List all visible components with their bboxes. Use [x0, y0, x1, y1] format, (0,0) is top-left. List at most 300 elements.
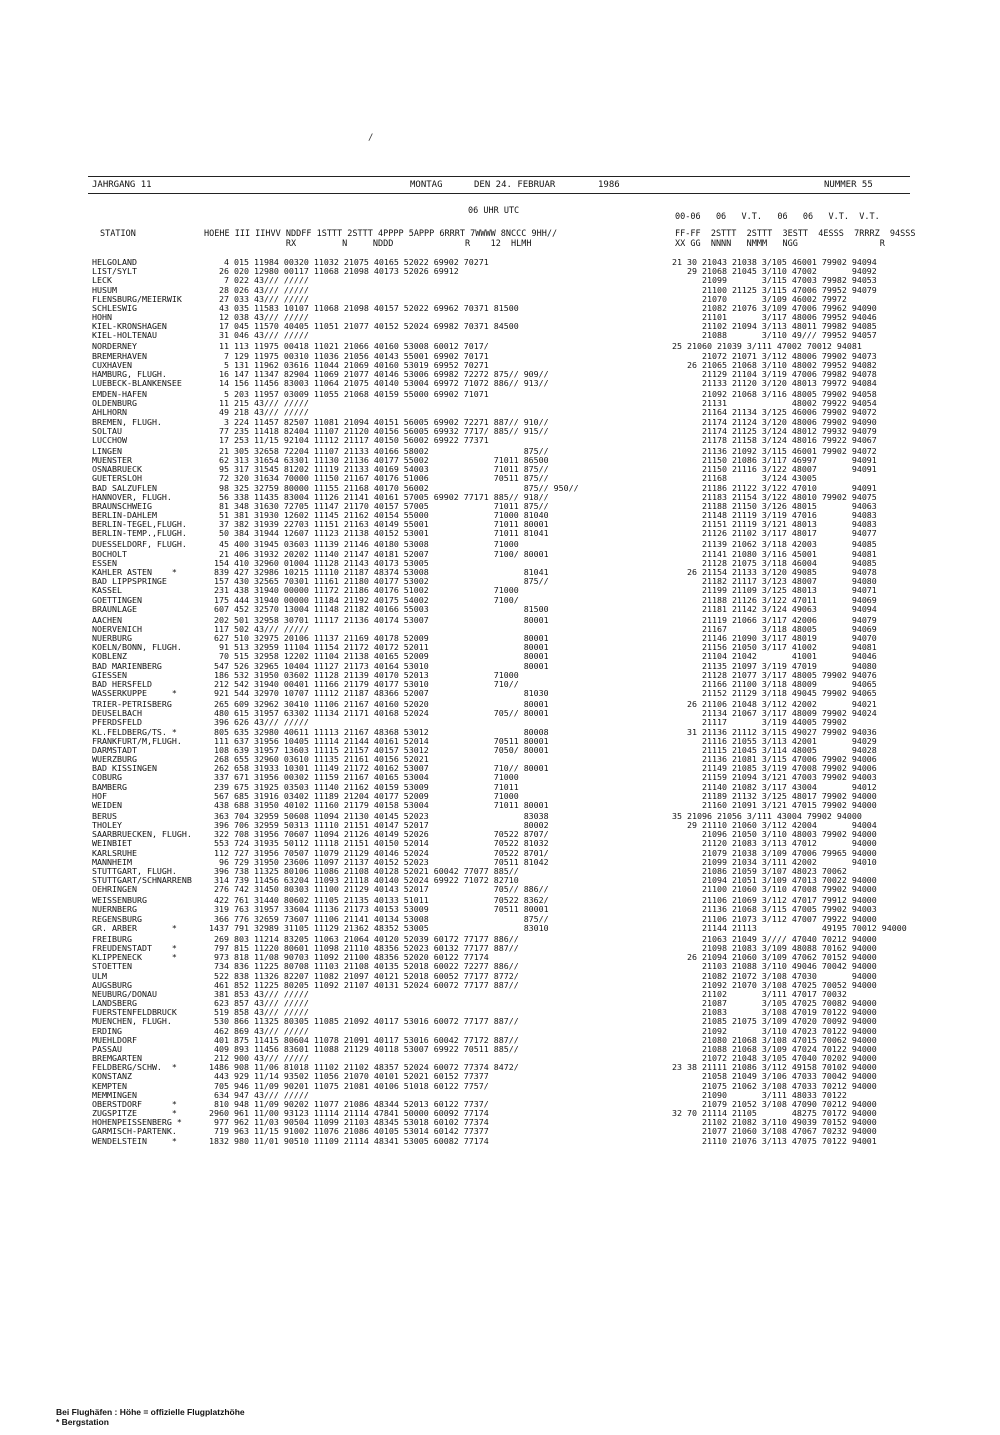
forecast-codes: 21136 21081 3/115 47006 79902 94006	[672, 754, 877, 765]
forecast-codes: 23 38 21111 21086 3/112 49158 70102 94000	[672, 1062, 877, 1073]
forecast-codes: 25 21060 21039 3/111 47002 70012 94081	[672, 341, 862, 352]
forecast-codes: 21100 21125 3/115 47006 79952 94079	[672, 284, 877, 295]
date-label: DEN 24. FEBRUAR	[474, 180, 556, 190]
station-name: ESSEN	[92, 557, 117, 568]
observation-codes: 11 215 43/// /////	[204, 398, 309, 409]
forecast-codes: 21102 21082 3/110 49039 70152 94000	[672, 1117, 877, 1128]
forecast-codes: 21106 21073 3/112 47007 79922 94000	[672, 913, 877, 924]
observation-codes: 21 305 32658 72204 11107 21133 40166 58002 875//	[204, 445, 549, 456]
station-name: WEIDEN	[92, 799, 122, 810]
station-name: WUERZBURG	[92, 754, 137, 765]
forecast-codes: 21135 21097 3/119 47019 94080	[672, 660, 877, 671]
station-name: WEISSENBURG	[92, 895, 147, 906]
station-name: LECK	[92, 275, 112, 286]
observation-table	[92, 258, 912, 1146]
forecast-codes: 21117 3/119 44005 79902	[672, 717, 847, 728]
forecast-codes: 21102 21094 3/113 48011 79982 94085	[672, 321, 877, 332]
observation-codes: 381 853 43/// /////	[204, 988, 309, 999]
observation-codes: 396 626 43/// /////	[204, 717, 309, 728]
right-time-heading: 00-06 06 V.T. 06 06 V.T. V.T.	[675, 212, 880, 222]
station-name: TRIER-PETRISBERG	[92, 699, 172, 710]
station-name: OBERSTDORF *	[92, 1098, 177, 1109]
forecast-codes: 21149 21085 3/119 47008 79902 94006	[672, 763, 877, 774]
station-name: SCHLESWIG	[92, 302, 137, 313]
station-name: BRAUNLAGE	[92, 603, 137, 614]
forecast-codes: 21092 21068 3/116 48005 79902 94058	[672, 389, 877, 400]
station-name: BREMGARTEN	[92, 1053, 142, 1064]
station-name: SAARBRUECKEN, FLUGH.	[92, 829, 192, 840]
station-name: OSNABRUECK	[92, 464, 142, 475]
forecast-codes: 26 21106 21048 3/112 42002 94021	[672, 699, 877, 710]
station-name: GUETERSLOH	[92, 473, 142, 484]
observation-codes: 462 869 43/// /////	[204, 1025, 309, 1036]
forecast-codes: 21128 21077 3/117 48005 79902 94076	[672, 669, 877, 680]
forecast-codes: 21082 21076 3/109 47006 79962 94090	[672, 302, 877, 313]
forecast-codes: 26 21065 21068 3/110 48002 79952 94082	[672, 359, 877, 370]
observation-codes: 112 727 31956 70507 11079 21129 40146 52024 70522 8701/	[204, 847, 549, 858]
issue-number-label: NUMMER 55	[824, 180, 873, 190]
observation-codes: 422 761 31440 80602 11105 21135 40133 51011 70522 8362/	[204, 895, 549, 906]
observation-codes: 186 532 31950 03602 11128 21139 40170 52013 71000	[204, 669, 519, 680]
station-name: AUGSBURG	[92, 979, 132, 990]
observation-codes: 49 218 43/// /////	[204, 407, 309, 418]
observation-codes: 547 526 32965 10404 11127 21173 40164 53010 80001	[204, 660, 549, 671]
observation-codes: 401 875 11415 80604 11078 21091 40117 53016 60042 77172 887//	[204, 1034, 519, 1045]
forecast-codes: 21167 3/118 48005 94069	[672, 623, 877, 634]
station-name: AACHEN	[92, 614, 122, 625]
forecast-codes: 21168 3/124 43005	[672, 473, 817, 484]
observation-codes: 72 320 31634 70000 11150 21167 40176 51006 70511 875//	[204, 473, 549, 484]
observation-codes: 337 671 31956 00302 11159 21167 40165 53004 71000	[204, 772, 519, 783]
observation-codes: 805 635 32980 40611 11113 21167 48368 53012 80008	[204, 726, 549, 737]
station-name: HOF	[92, 790, 107, 801]
station-name: GR. ARBER *	[92, 922, 177, 933]
forecast-codes: 21080 21068 3/108 47015 70062 94000	[672, 1034, 877, 1045]
station-name: MUENCHEN, FLUGH.	[92, 1016, 172, 1027]
observation-codes: 921 544 32970 10707 11112 21187 48366 52007 81030	[204, 688, 549, 699]
forecast-codes: 21120 21083 3/113 47012 94000	[672, 838, 877, 849]
station-name: ZUGSPITZE *	[92, 1108, 177, 1119]
observation-codes: 1437 791 32989 31105 11129 21362 48352 53005 83010	[204, 922, 549, 933]
station-name: KEMPTEN	[92, 1080, 127, 1091]
observation-codes: 705 946 11/09 90201 11075 21081 40106 51018 60122 7757/	[204, 1080, 489, 1091]
station-name: MEMMINGEN	[92, 1089, 137, 1100]
station-name: NUERBURG	[92, 633, 132, 644]
station-name: FELDBERG/SCHW. *	[92, 1062, 177, 1073]
observation-codes: 627 510 32975 20106 11137 21169 40178 52009 80001	[204, 633, 549, 644]
forecast-codes: 21090 3/111 48033 70122	[672, 1089, 847, 1100]
right-code-heading-2: XX GG NNNN NMMM NGG R	[675, 239, 885, 249]
forecast-codes: 21106 21069 3/112 47017 79912 94000	[672, 895, 877, 906]
forecast-codes: 21126 21102 3/117 48017 94077	[672, 528, 877, 539]
station-name: STUTTGART, FLUGH.	[92, 865, 177, 876]
station-name: HELGOLAND	[92, 257, 137, 267]
station-name: KOELN/BONN, FLUGH.	[92, 642, 182, 653]
observation-codes: 438 688 31950 40102 11160 21179 40158 53004 71011 80001	[204, 799, 549, 810]
station-name: BERLIN-DAHLEM	[92, 510, 157, 521]
station-name: DEUSELBACH	[92, 708, 142, 719]
observation-codes: 839 427 32986 10215 11110 21187 48374 53008 81041	[204, 566, 549, 577]
observation-codes: 810 948 11/09 90202 11077 21086 48344 52013 60122 7737/	[204, 1098, 489, 1109]
forecast-codes: 21151 21119 3/121 48013 94083	[672, 519, 877, 530]
station-name: BERLIN-TEMP.,FLUGH.	[92, 528, 187, 539]
station-name: MUEHLDORF	[92, 1034, 137, 1045]
year-label: 1986	[598, 180, 620, 190]
station-name: STOETTEN	[92, 961, 132, 972]
forecast-codes: 21099 3/115 47003 79982 94053	[672, 275, 877, 286]
observation-codes: 56 338 11435 83004 11126 21141 40161 57005 69902 77171 885// 918//	[204, 491, 549, 502]
forecast-codes: 21183 21154 3/122 48010 79902 94075	[672, 491, 877, 502]
forecast-codes: 21092 3/110 47023 70122 94000	[672, 1025, 877, 1036]
forecast-codes: 21134 21067 3/117 48009 79902 94024	[672, 708, 877, 719]
footnotes	[56, 1407, 245, 1427]
forecast-codes: 29 21068 21045 3/110 47002 94092	[672, 266, 877, 277]
station-name: REGENSBURG	[92, 913, 142, 924]
station-name: LUEBECK-BLANKENSEE	[92, 378, 182, 389]
observation-codes: 443 929 11/14 93502 11056 21070 40101 52021 60152 77377	[204, 1071, 489, 1082]
station-name: HOHENPEISSENBERG *	[92, 1117, 182, 1128]
station-name: DUESSELDORF, FLUGH.	[92, 539, 187, 550]
forecast-codes: 21072 21071 3/112 48006 79902 94073	[672, 350, 877, 361]
observation-codes: 396 706 32959 50313 11110 21151 40147 52017 80002	[204, 820, 549, 831]
forecast-codes: 21115 21045 3/114 48005 94028	[672, 744, 877, 755]
observation-codes: 31 046 43/// /////	[204, 330, 309, 341]
observation-codes: 14 156 11456 83003 11064 21075 40140 53004 69972 71072 886// 913//	[204, 378, 549, 389]
forecast-codes: 21094 21051 3/109 47013 70022 94000	[672, 875, 877, 886]
observation-codes: 231 438 31940 00000 11172 21186 40176 51002 71000	[204, 585, 519, 596]
observation-codes: 12 038 43/// /////	[204, 312, 309, 323]
forecast-codes: 21136 21092 3/115 46001 79902 94072	[672, 445, 877, 456]
forecast-codes: 21181 21142 3/124 49063 94094	[672, 603, 877, 614]
observation-codes: 1832 980 11/01 90510 11109 21114 48341 53005 60082 77174	[204, 1135, 489, 1146]
observation-codes: 70 515 32958 12202 11104 21138 40165 52009 80001	[204, 651, 549, 662]
forecast-codes: 21102 3/111 47017 70032	[672, 988, 847, 999]
forecast-codes: 21075 21062 3/108 47033 70212 94000	[672, 1080, 877, 1091]
forecast-codes: 21178 21158 3/124 48016 79922 94067	[672, 434, 877, 445]
observation-codes: 202 501 32958 30701 11117 21136 40174 53007 80001	[204, 614, 549, 625]
forecast-codes: 21072 21048 3/105 47040 70202 94000	[672, 1053, 877, 1064]
observation-codes: 157 430 32565 70301 11161 21180 40177 53002 875//	[204, 576, 549, 587]
station-name: AHLHORN	[92, 407, 127, 418]
observation-codes: 530 866 11325 80305 11085 21092 40117 53016 60072 77177 887//	[204, 1016, 519, 1027]
station-name: BAD LIPPSPRINGE	[92, 576, 167, 587]
forecast-codes: 21103 21088 3/110 49046 70042 94000	[672, 961, 877, 972]
observation-codes: 322 708 31956 70607 11094 21126 40149 52026 70522 8707/	[204, 829, 549, 840]
observation-codes: 91 513 32959 11104 11154 21172 40172 52011 80001	[204, 642, 549, 653]
observation-codes: 567 685 31916 03402 11189 21204 40177 52009 71000	[204, 790, 519, 801]
station-name: FUERSTENFELDBRUCK	[92, 1007, 177, 1018]
main-code-heading-2: RX N NDDD R 12 HLMH	[204, 239, 532, 249]
station-name: SOLTAU	[92, 425, 122, 436]
weekday-label: MONTAG	[410, 180, 443, 190]
observation-codes: 623 857 43/// /////	[204, 998, 309, 1009]
observation-codes: 7 022 43/// /////	[204, 275, 309, 286]
observation-codes: 734 836 11225 80708 11103 21108 40135 52018 60022 72277 886//	[204, 961, 519, 972]
forecast-codes: 21058 21049 3/106 47033 70042 94000	[672, 1071, 877, 1082]
observation-codes: 212 900 43/// /////	[204, 1053, 309, 1064]
station-name: LINGEN	[92, 445, 122, 456]
forecast-codes: 21092 21070 3/108 47025 70052 94000	[672, 979, 877, 990]
forecast-codes: 21096 21050 3/110 48003 79902 94000	[672, 829, 877, 840]
forecast-codes: 21087 3/105 47025 70082 94000	[672, 998, 877, 1009]
station-name: BAMBERG	[92, 781, 127, 792]
observation-codes: 276 742 31450 80303 11100 21129 40143 52017 705// 886//	[204, 884, 549, 895]
observation-codes: 17 253 11/15 92104 11112 21117 40150 56002 69922 77371	[204, 434, 489, 445]
observation-codes: 366 776 32659 73607 11106 21141 40134 53008 875//	[204, 913, 549, 924]
observation-codes: 50 384 31944 12607 11123 21138 40152 53001 71011 81041	[204, 528, 549, 539]
station-name: KARLSRUHE	[92, 847, 137, 858]
forecast-codes: 26 21094 21060 3/109 47062 70152 94000	[672, 952, 877, 963]
report-header	[88, 176, 910, 194]
observation-codes: 522 838 11326 82207 11082 21097 40121 52018 60052 77177 8772/	[204, 970, 519, 981]
observation-codes: 396 738 11325 80106 11086 21108 40128 52021 60042 77077 885//	[204, 865, 519, 876]
station-name: MANNHEIM	[92, 856, 132, 867]
station-name: KIEL-KRONSHAGEN	[92, 321, 167, 332]
station-name: KAHLER ASTEN *	[92, 566, 177, 577]
station-name: COBURG	[92, 772, 122, 783]
observation-codes: 51 381 31930 12602 11145 21162 40154 55000 71000 81040	[204, 510, 549, 521]
observation-codes: 96 729 31950 23606 11097 21137 40152 52023 70511 81042	[204, 856, 549, 867]
observation-codes: 16 147 11347 82904 11069 21077 40146 53006 69982 72272 875// 909//	[204, 368, 549, 379]
observation-codes: 634 947 43/// /////	[204, 1089, 309, 1100]
station-name: MUENSTER	[92, 455, 132, 466]
observation-codes: 409 893 11456 83601 11088 21129 40118 53007 69922 70511 885//	[204, 1043, 519, 1054]
station-name: BAD KISSINGEN	[92, 763, 157, 774]
observation-codes: 81 348 31630 72705 11147 21170 40157 57005 71011 875//	[204, 500, 549, 511]
observation-codes: 45 400 31945 03603 11139 21146 40180 53008 71000	[204, 539, 519, 550]
station-heading: STATION	[100, 229, 136, 239]
station-name: NORDERNEY	[92, 341, 137, 352]
forecast-codes: 21129 21104 3/119 47006 79982 94078	[672, 368, 877, 379]
observation-codes: 37 382 31939 22703 11151 21163 40149 55001 71011 80001	[204, 519, 549, 530]
station-name: STUTTGART/SCHNARRENB	[92, 875, 192, 886]
station-name: NOERVENICH	[92, 623, 142, 634]
observation-codes: 21 406 31932 20202 11140 21147 40181 52007 7100/ 80001	[204, 548, 549, 559]
right-code-heading-1: FF-FF 2STTT 2STTT 3ESTT 4ESSS 7RRRZ 94SSS	[675, 229, 916, 239]
observation-codes: 26 020 12980 00117 11068 21098 40173 52026 69912	[204, 266, 459, 277]
observation-codes: 212 542 31940 00401 11166 21179 40177 53010 710//	[204, 678, 519, 689]
station-name: WEINBIET	[92, 838, 132, 849]
main-code-heading-1: HOEHE III IIHVV NDDFF 1STTT 2STTT 4PPPP 5APPP 6RRRT 7WWWW 8NCCC 9HH//	[204, 229, 558, 239]
station-name: HANNOVER, FLUGH.	[92, 491, 172, 502]
footnote-airports: Bei Flughäfen : Höhe = offizielle Flugplatzhöhe	[56, 1407, 245, 1417]
station-name: BAD MARIENBERG	[92, 660, 162, 671]
forecast-codes: 21 30 21043 21038 3/105 46001 79902 94094	[672, 257, 877, 267]
observation-codes: 175 444 31940 00000 11184 21192 40175 54002 7100/	[204, 594, 519, 605]
scan-mark: /	[368, 133, 374, 143]
station-name: OEHRINGEN	[92, 884, 137, 895]
observation-codes: 461 852 11225 80205 11092 21107 40131 52024 60072 77177 887//	[204, 979, 519, 990]
observation-codes: 108 639 31957 13603 11115 21157 40157 53012 7050/ 80001	[204, 744, 549, 755]
observation-codes: 363 704 32959 50608 11094 21130 40145 52023 83038	[204, 810, 549, 821]
station-name: ULM	[92, 970, 107, 981]
forecast-codes: 21085 21075 3/109 47020 70092 94000	[672, 1016, 877, 1027]
forecast-codes: 21164 21134 3/125 46006 79902 94072	[672, 407, 877, 418]
observation-codes: 111 637 31956 10405 11114 21144 40161 52014 70511 80001	[204, 735, 549, 746]
observation-codes: 973 818 11/08 90703 11092 21100 48356 52020 60122 77174	[204, 952, 489, 963]
station-name: PFERDSFELD	[92, 717, 142, 728]
station-name: OLDENBURG	[92, 398, 137, 409]
forecast-codes: 21150 21116 3/122 48007 94091	[672, 464, 877, 475]
forecast-codes: 35 21096 21056 3/111 43004 79902 94000	[672, 810, 862, 821]
observation-codes: 797 815 11220 80601 11098 21110 48356 52023 60132 77177 887//	[204, 943, 519, 953]
forecast-codes: 21077 21060 3/108 47067 70232 94000	[672, 1126, 877, 1137]
observation-codes: 154 410 32960 01004 11128 21143 40173 53005	[204, 557, 429, 568]
forecast-codes: 21099 21034 3/111 42002 94010	[672, 856, 877, 867]
station-name: BERUS	[92, 810, 117, 821]
observation-codes: 239 675 31925 03503 11140 21162 40159 53009 71011	[204, 781, 519, 792]
forecast-codes: 21128 21075 3/118 46004 94085	[672, 557, 877, 568]
forecast-codes: 32 70 21114 21105 48275 70172 94000	[672, 1108, 877, 1119]
station-name: BREMEN, FLUGH.	[92, 416, 162, 427]
forecast-codes: 21166 21100 3/118 48009 94065	[672, 678, 877, 689]
forecast-codes: 21070 3/109 46002 79972	[672, 293, 847, 304]
forecast-codes: 21079 21038 3/109 47006 79965 94000	[672, 847, 877, 858]
volume-label: JAHRGANG 11	[92, 180, 152, 190]
forecast-codes: 21136 21068 3/115 47005 79902 94003	[672, 904, 877, 915]
station-name: EMDEN-HAFEN	[92, 389, 147, 400]
observation-codes: 977 962 11/03 90504 11099 21103 48345 53018 60102 77374	[204, 1117, 489, 1128]
observation-codes: 553 724 31935 50112 11118 21151 40150 52014 70522 81032	[204, 838, 549, 849]
forecast-codes: 21088 21068 3/109 47024 70122 94000	[672, 1043, 877, 1054]
forecast-codes: 21188 21150 3/126 48015 94063	[672, 500, 877, 511]
forecast-codes: 21188 21126 3/122 47011 94069	[672, 594, 877, 605]
observation-codes: 3 224 11457 82507 11081 21094 40151 56005 69902 72271 887// 910//	[204, 416, 549, 427]
forecast-codes: 21133 21120 3/120 48013 79972 94084	[672, 378, 877, 389]
observation-codes: 7 129 11975 00310 11036 21056 40143 55001 69902 70171	[204, 350, 489, 361]
station-name: HUSUM	[92, 284, 117, 295]
forecast-codes: 21100 21060 3/110 47008 79902 94000	[672, 884, 877, 895]
station-name: HOHN	[92, 312, 112, 323]
observation-codes: 5 203 11957 03009 11055 21068 40159 55000 69902 71071	[204, 389, 489, 400]
observation-codes: 269 803 11214 83205 11063 21064 40120 52039 60172 77177 886//	[204, 933, 519, 944]
observation-codes: 77 235 11418 82404 11107 21120 40156 56005 69932 7717/ 885// 915//	[204, 425, 549, 436]
observation-codes: 1486 908 11/06 81018 11102 21102 48357 52024 60072 77374 8472/	[204, 1062, 519, 1073]
forecast-codes: 21199 21109 3/125 48013 94071	[672, 585, 877, 596]
station-name: KL.FELDBERG/TS. *	[92, 726, 177, 737]
station-name: KASSEL	[92, 585, 122, 596]
station-name: ERDING	[92, 1025, 122, 1036]
forecast-codes: 21063 21049 3//// 47040 70212 94000	[672, 933, 877, 944]
forecast-codes: 21186 21122 3/122 47010 94091	[672, 482, 877, 493]
forecast-codes: 21146 21090 3/117 48019 94070	[672, 633, 877, 644]
forecast-codes: 21116 21055 3/113 42001 94029	[672, 735, 877, 746]
station-name: KLIPPENECK *	[92, 952, 177, 963]
forecast-codes: 21160 21091 3/121 47015 79902 94000	[672, 799, 877, 810]
station-name: GOETTINGEN	[92, 594, 142, 605]
forecast-codes: 21189 21132 3/125 48017 79902 94000	[672, 790, 877, 801]
forecast-codes: 21174 21124 3/120 48006 79902 94090	[672, 416, 877, 427]
station-name: THOLEY	[92, 820, 122, 831]
station-name: BERLIN-TEGEL,FLUGH.	[92, 519, 187, 530]
observation-codes: 5 131 11962 03616 11044 21069 40160 53019 69952 70271	[204, 359, 489, 370]
station-name: BREMERHAVEN	[92, 350, 147, 361]
forecast-codes: 21131 48002 79922 94054	[672, 398, 877, 409]
forecast-codes: 29 21110 21060 3/112 42004 94004	[672, 820, 877, 831]
observation-codes: 519 858 43/// /////	[204, 1007, 309, 1018]
forecast-codes: 21140 21082 3/117 43004 94012	[672, 781, 877, 792]
station-name: NEUBURG/DONAU	[92, 988, 157, 999]
observation-codes: 62 313 31654 63301 11130 21136 40177 55002 71011 86500	[204, 455, 549, 466]
observation-codes: 262 658 31933 10301 11149 21172 40162 53007 710// 80001	[204, 763, 549, 774]
observation-codes: 268 655 32960 03610 11135 21161 40156 52021	[204, 754, 429, 765]
observation-codes: 11 113 11975 00418 11021 21066 40160 53008 60012 7017/	[204, 341, 489, 352]
footnote-mountain-station: * Bergstation	[56, 1417, 109, 1427]
observation-codes: 95 317 31545 81202 11119 21133 40169 54003 71011 875//	[204, 464, 549, 475]
station-name: NUERNBERG	[92, 904, 137, 915]
forecast-codes: 21082 21072 3/108 47030 94000	[672, 970, 877, 981]
observation-codes: 28 026 43/// /////	[204, 284, 309, 295]
forecast-codes: 21104 21042 41001 94046	[672, 651, 877, 662]
station-name: FRANKFURT/M,FLUGH.	[92, 735, 182, 746]
forecast-codes: 21152 21129 3/118 49045 79902 94065	[672, 688, 877, 699]
station-name: LUCCHOW	[92, 434, 127, 445]
observation-codes: 2960 961 11/00 93123 11114 21114 47841 50000 60092 77174	[204, 1108, 489, 1119]
station-name: DARMSTADT	[92, 744, 137, 755]
observation-codes: 27 033 43/// /////	[204, 293, 309, 304]
forecast-codes: 21150 21086 3/117 46997 94091	[672, 455, 877, 466]
station-name: LIST/SYLT	[92, 266, 137, 277]
table-row	[92, 1137, 912, 1146]
station-name: FREIBURG	[92, 933, 132, 944]
observation-codes: 43 035 11583 10107 11068 21098 40157 52022 69962 70371 81500	[204, 302, 519, 313]
forecast-codes: 21141 21080 3/116 45001 94081	[672, 548, 877, 559]
station-name: BAD SALZUFLEN	[92, 482, 157, 493]
observation-codes: 265 609 32962 30410 11106 21167 40160 52020 80001	[204, 699, 549, 710]
observation-codes: 314 739 11456 63204 11093 21118 40140 52024 69922 71072 82710	[204, 875, 519, 886]
forecast-codes: 21139 21062 3/118 42003 94085	[672, 539, 877, 550]
main-time-heading: 06 UHR UTC	[468, 206, 520, 216]
station-name: FLENSBURG/MEIERWIK	[92, 293, 182, 304]
forecast-codes: 21079 21052 3/108 47090 70212 94000	[672, 1098, 877, 1109]
station-name: BAD HERSFELD	[92, 678, 152, 689]
forecast-codes: 21086 21059 3/107 48023 70062	[672, 865, 847, 876]
station-name: PASSAU	[92, 1043, 122, 1054]
station-name: GARMISCH-PARTENK.	[92, 1126, 177, 1137]
observation-codes: 98 325 32759 80000 11155 21168 40170 56002 875// 950//	[204, 482, 579, 493]
forecast-codes: 31 21136 21112 3/115 49027 79902 94036	[672, 726, 877, 737]
station-name: WENDELSTEIN *	[92, 1135, 177, 1146]
observation-codes: 607 452 32570 13004 11148 21182 40166 55003 81500	[204, 603, 549, 614]
forecast-codes: 26 21154 21133 3/120 49085 94078	[672, 566, 877, 577]
forecast-codes: 21144 21113 49195 70012 94000	[672, 922, 907, 933]
station-name: KONSTANZ	[92, 1071, 132, 1082]
station-name: CUXHAVEN	[92, 359, 132, 370]
station-name: GIESSEN	[92, 669, 127, 680]
forecast-codes: 21182 21117 3/123 48007 94080	[672, 576, 877, 587]
station-name: BRAUNSCHWEIG	[92, 500, 152, 511]
forecast-codes: 21156 21050 3/117 41002 94081	[672, 642, 877, 653]
station-name: HAMBURG, FLUGH.	[92, 368, 167, 379]
observation-codes: 719 963 11/15 91002 11076 21086 40105 53014 60142 77377	[204, 1126, 489, 1137]
observation-codes: 17 045 11570 40405 11051 21077 40152 52024 69982 70371 84500	[204, 321, 519, 332]
forecast-codes: 21101 3/117 48006 79952 94046	[672, 312, 877, 323]
station-name: BOCHOLT	[92, 548, 127, 559]
forecast-codes: 21174 21125 3/124 48012 79932 94079	[672, 425, 877, 436]
station-name: LANDSBERG	[92, 998, 137, 1009]
forecast-codes: 21088 3/110 49/// 79952 94057	[672, 330, 877, 341]
observation-codes: 319 763 31957 33604 11136 21173 40153 53009 70511 80001	[204, 904, 549, 915]
observation-codes: 117 502 43/// /////	[204, 623, 309, 634]
observation-codes: 4 015 11984 00320 11032 21075 40165 52022 69902 70271	[204, 257, 489, 267]
forecast-codes: 21110 21076 3/113 47075 70122 94001	[672, 1135, 877, 1146]
forecast-codes: 21159 21094 3/121 47003 79902 94003	[672, 772, 877, 783]
forecast-codes: 21119 21066 3/117 42006 94079	[672, 614, 877, 625]
station-name: FREUDENSTADT *	[92, 943, 177, 953]
forecast-codes: 21098 21083 3/109 48088 70162 94000	[672, 943, 877, 953]
forecast-codes: 21148 21119 3/119 47016 94083	[672, 510, 877, 521]
forecast-codes: 21083 3/108 47019 70122 94000	[672, 1007, 877, 1018]
